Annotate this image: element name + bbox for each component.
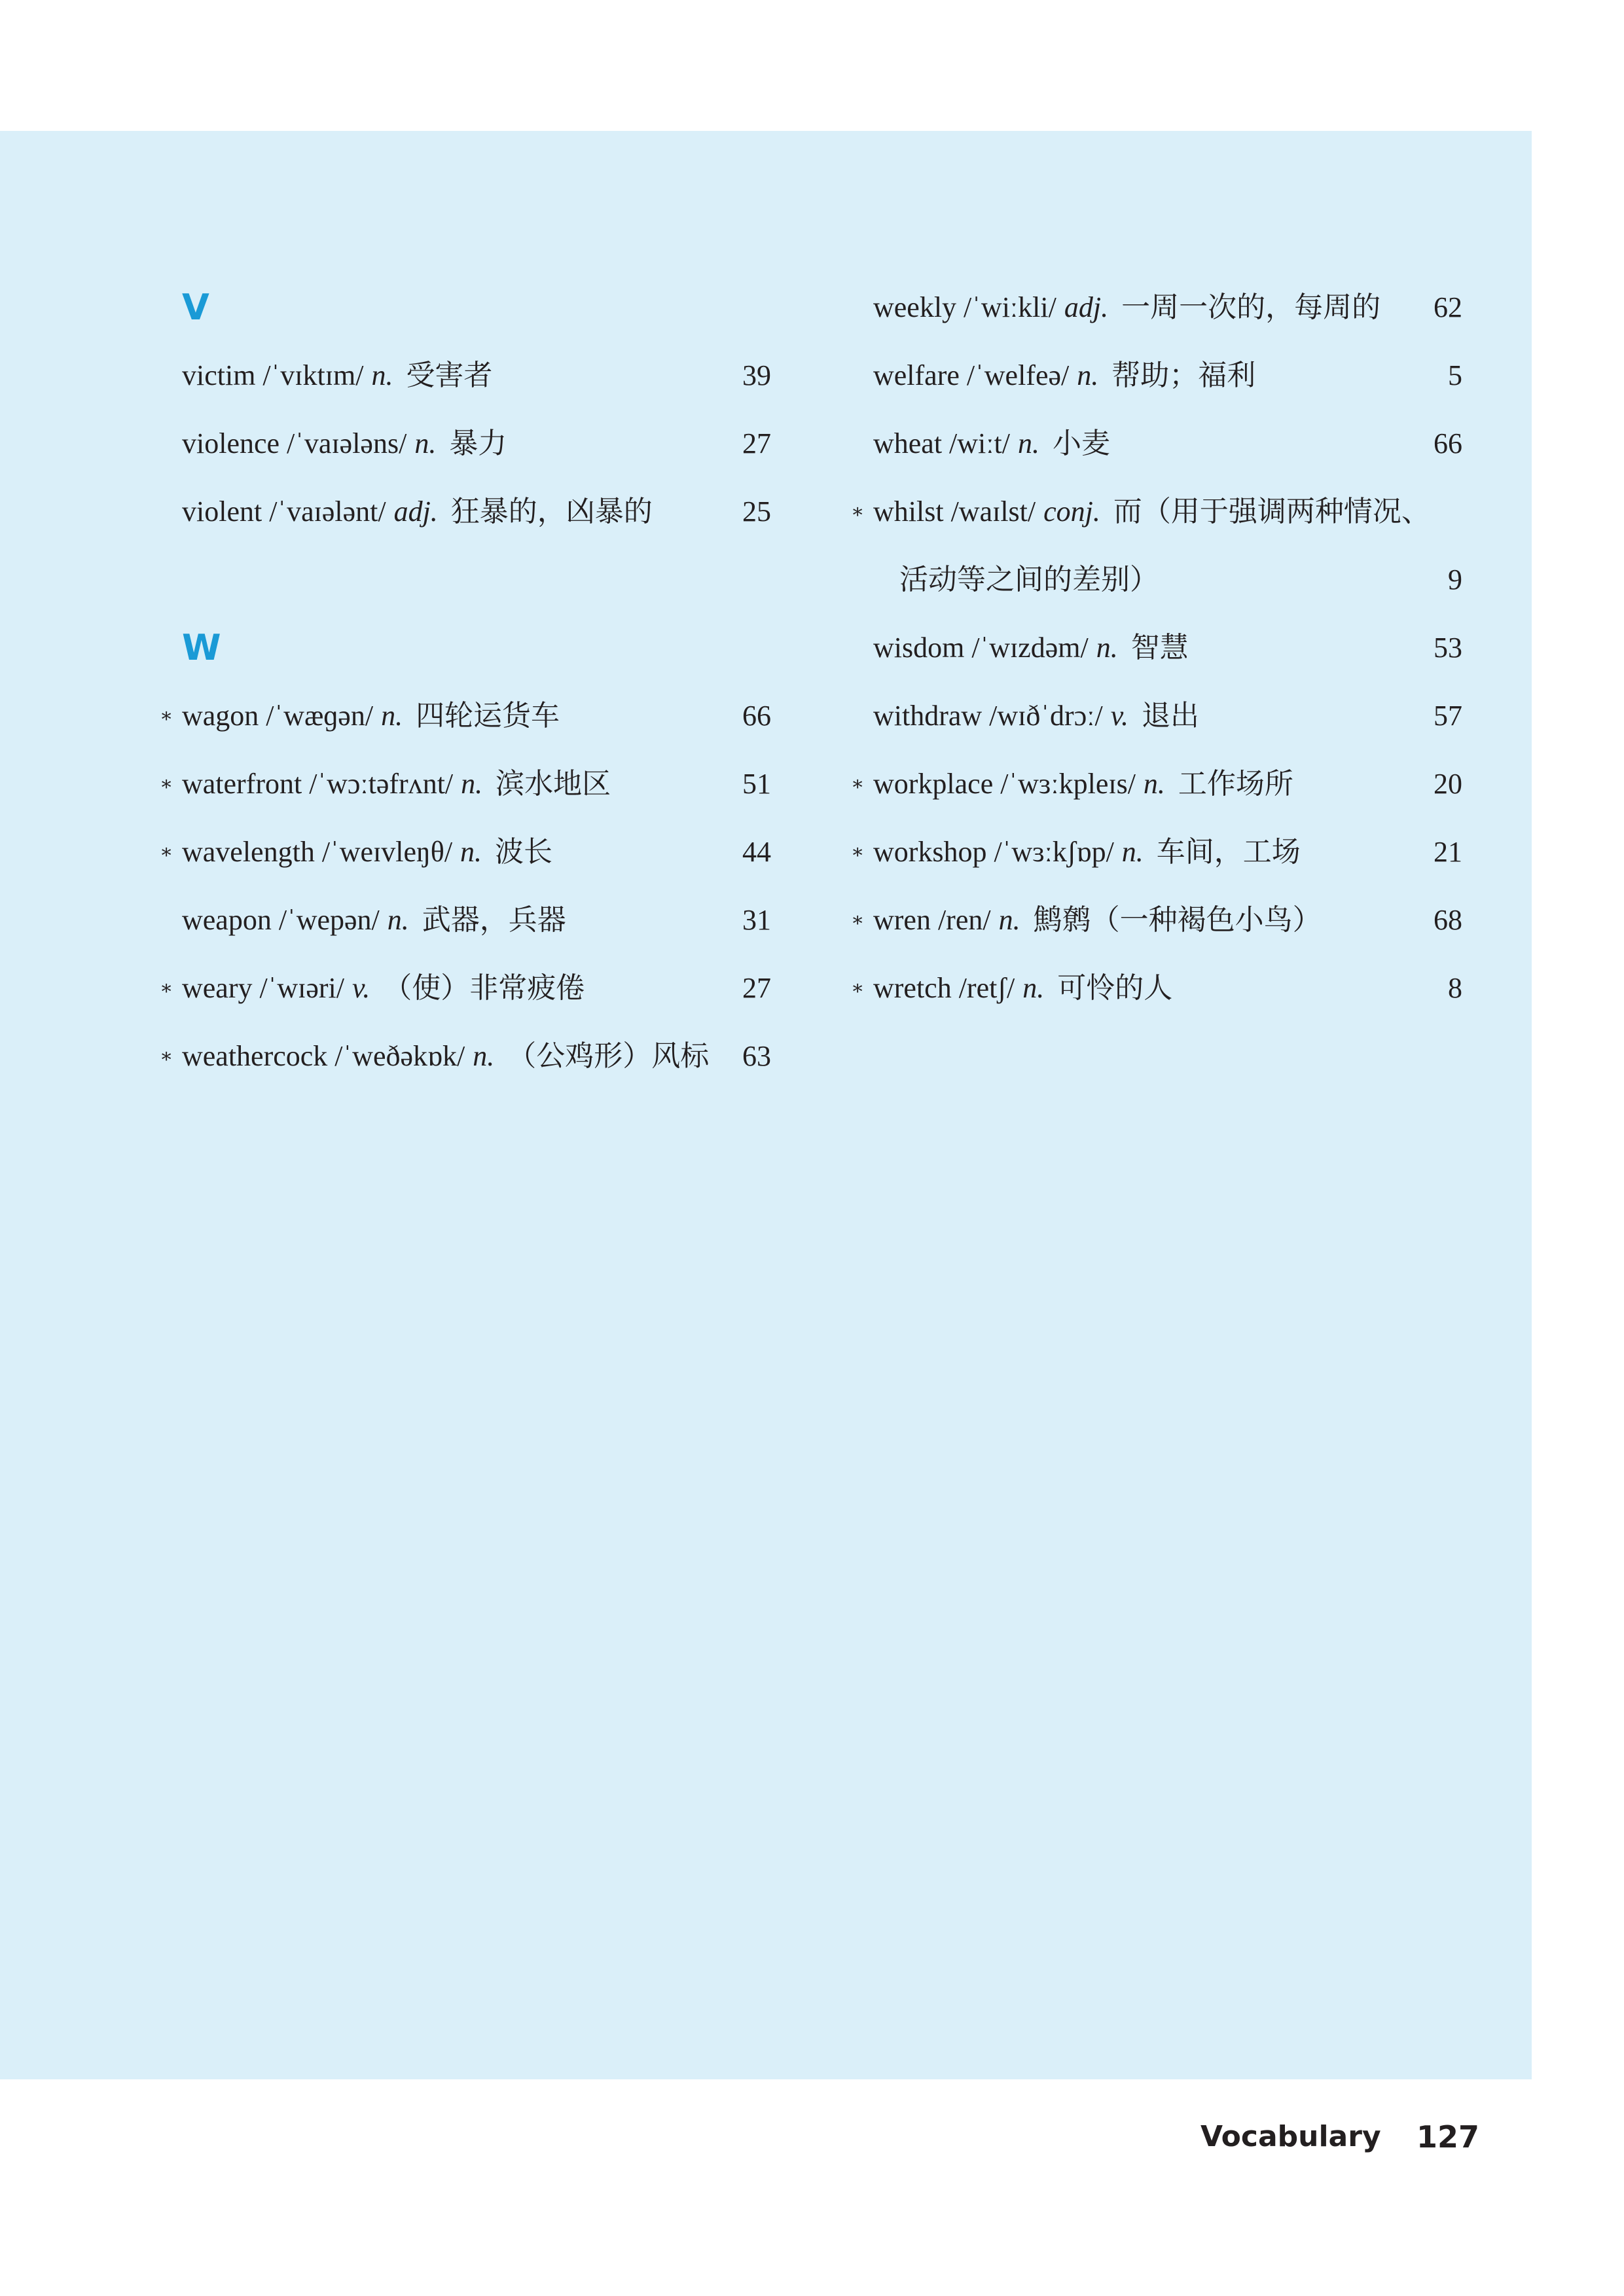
vocab-entry: [182, 886, 771, 954]
entry-definition: 四轮运货车: [416, 700, 560, 732]
vocab-entry: [182, 478, 771, 546]
entry-page: 44: [742, 836, 771, 868]
entry-word: weathercock /ˈweðəkɒk/: [182, 1040, 465, 1072]
entry-word: workplace /ˈwɜːkpleɪs/: [873, 768, 1136, 800]
entry-pos: n.: [414, 427, 437, 459]
entry-word: wisdom /ˈwɪzdəm/: [873, 632, 1089, 664]
entry-definition: 小麦: [1052, 427, 1110, 459]
star-icon: ∗: [160, 773, 173, 795]
entry-pos: adj.: [393, 495, 438, 528]
vocab-entry: [873, 614, 1462, 682]
entry-pos: n.: [1077, 359, 1099, 391]
entry-word: whilst /waɪlst/: [873, 495, 1036, 528]
entry-page: 20: [1434, 768, 1462, 800]
star-icon: ∗: [851, 501, 865, 522]
vocab-entry: [851, 750, 1462, 818]
entry-pos: adj.: [1064, 291, 1109, 323]
vocab-entry: [160, 954, 771, 1022]
vocab-entry: [182, 342, 771, 410]
entry-pos: n.: [1017, 427, 1039, 459]
entry-pos: n.: [1121, 836, 1144, 868]
entry-definition: （使）非常疲倦: [383, 972, 585, 1004]
entry-pos: conj.: [1043, 495, 1100, 528]
entry-word: wagon /ˈwæɡən/: [182, 700, 374, 732]
entry-page: 68: [1434, 904, 1462, 936]
entry-pos: v.: [1110, 700, 1128, 732]
star-icon: ∗: [851, 841, 865, 863]
vocab-entry-continuation: [873, 546, 1462, 614]
entry-word: withdraw /wɪðˈdrɔː/: [873, 700, 1103, 732]
entry-page: 31: [742, 904, 771, 936]
star-icon: ∗: [160, 705, 173, 726]
entry-pos: n.: [460, 836, 482, 868]
entry-word: workshop /ˈwɜːkʃɒp/: [873, 836, 1114, 868]
vocab-entry: [160, 818, 771, 886]
entry-word: wren /ren/: [873, 904, 991, 936]
star-icon: ∗: [160, 1045, 173, 1067]
entry-page: 53: [1434, 632, 1462, 664]
entry-page: 27: [742, 972, 771, 1004]
vocab-entry: [851, 954, 1462, 1022]
vocab-entry: [160, 1022, 771, 1090]
vocab-entry: [873, 682, 1462, 750]
entry-page: 27: [742, 427, 771, 459]
entry-definition: 暴力: [449, 427, 507, 459]
entry-word: weekly /ˈwiːkli/: [873, 291, 1056, 323]
star-icon: ∗: [851, 773, 865, 795]
entry-pos: n.: [473, 1040, 495, 1072]
entry-word: wheat /wiːt/: [873, 427, 1010, 459]
vocabulary-panel: [0, 131, 1532, 2079]
entry-pos: v.: [352, 972, 370, 1004]
entry-definition: 滨水地区: [496, 768, 611, 800]
entry-page: 66: [742, 700, 771, 732]
vocab-entry: [160, 750, 771, 818]
entry-pos: n.: [387, 904, 409, 936]
entry-pos: n.: [998, 904, 1020, 936]
entry-page: 21: [1434, 836, 1462, 868]
entry-page: 62: [1434, 291, 1462, 323]
entry-definition: 受害者: [406, 359, 493, 391]
entry-word: welfare /ˈwelfeə/: [873, 359, 1070, 391]
entry-pos: n.: [1022, 972, 1045, 1004]
entry-definition: 活动等之间的差别）: [899, 564, 1159, 596]
entry-definition: 武器，兵器: [422, 904, 566, 936]
entry-definition: （公鸡形）风标: [507, 1040, 710, 1072]
entry-word: wavelength /ˈweɪvleŋθ/: [182, 836, 453, 868]
entry-page: 9: [1448, 564, 1462, 596]
entry-definition: 可怜的人: [1057, 972, 1173, 1004]
vocab-entry: [873, 274, 1462, 342]
entry-page: 63: [742, 1040, 771, 1072]
vocab-entry: [851, 886, 1462, 954]
entry-word: victim /ˈvɪktɪm/: [182, 359, 364, 391]
entry-word: violence /ˈvaɪələns/: [182, 427, 407, 459]
letter-heading-w: W: [182, 627, 221, 668]
star-icon: ∗: [160, 841, 173, 863]
entry-definition: 退出: [1141, 700, 1199, 732]
vocab-entry: [160, 682, 771, 750]
entry-definition: 而（用于强调两种情况、: [1113, 495, 1430, 528]
entry-definition: 工作场所: [1178, 768, 1293, 800]
letter-heading-v: V: [182, 287, 209, 328]
star-icon: ∗: [851, 977, 865, 999]
entry-page: 39: [742, 359, 771, 391]
entry-word: wretch /retʃ/: [873, 972, 1015, 1004]
entry-definition: 一周一次的，每周的: [1121, 291, 1381, 323]
entry-definition: 车间，工场: [1156, 836, 1301, 868]
vocab-entry: [851, 478, 1462, 546]
entry-pos: n.: [1143, 768, 1165, 800]
entry-page: 66: [1434, 427, 1462, 459]
entry-pos: n.: [371, 359, 393, 391]
footer-page-number: 127: [1416, 2119, 1480, 2155]
entry-page: 51: [742, 768, 771, 800]
entry-pos: n.: [1096, 632, 1118, 664]
vocab-entry: [873, 342, 1462, 410]
entry-definition: 智慧: [1130, 632, 1189, 664]
entry-word: weary /ˈwɪəri/: [182, 972, 344, 1004]
vocab-entry: [182, 410, 771, 478]
entry-page: 5: [1448, 359, 1462, 391]
entry-word: waterfront /ˈwɔːtəfrʌnt/: [182, 768, 454, 800]
vocab-entry: [851, 818, 1462, 886]
entry-page: 8: [1448, 972, 1462, 1004]
entry-page: 57: [1434, 700, 1462, 732]
entry-definition: 鹪鹩（一种褐色小鸟）: [1033, 904, 1322, 936]
footer-section-title: Vocabulary: [1200, 2120, 1381, 2153]
entry-definition: 帮助；福利: [1111, 359, 1256, 391]
entry-definition: 波长: [495, 836, 553, 868]
entry-page: 25: [742, 495, 771, 528]
entry-pos: n.: [381, 700, 403, 732]
entry-word: weapon /ˈwepən/: [182, 904, 380, 936]
vocab-entry: [873, 410, 1462, 478]
star-icon: ∗: [160, 977, 173, 999]
star-icon: ∗: [851, 909, 865, 931]
entry-definition: 狂暴的，凶暴的: [450, 495, 653, 528]
entry-word: violent /ˈvaɪələnt/: [182, 495, 386, 528]
entry-pos: n.: [461, 768, 483, 800]
